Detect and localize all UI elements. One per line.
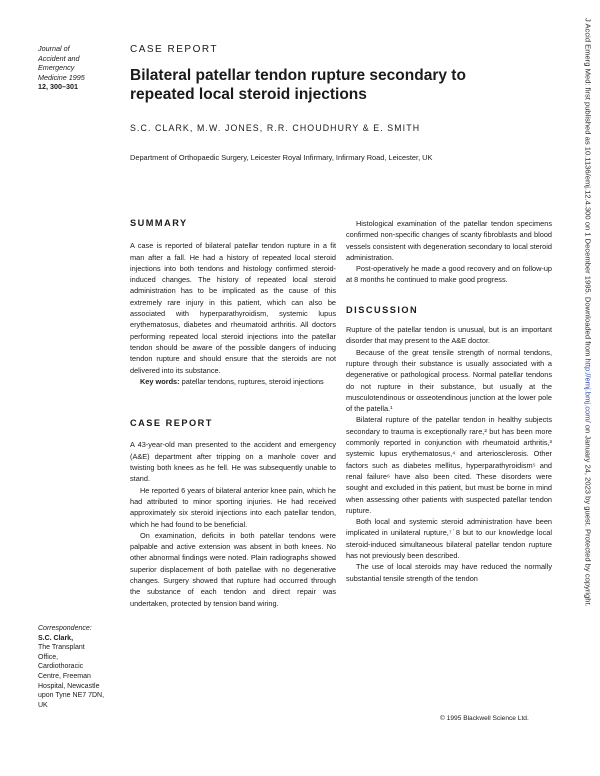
correspondence-address-line: Cardiothoracic: [38, 663, 84, 671]
correspondence-address-line: Hospital, Newcastle: [38, 682, 100, 690]
journal-site-link[interactable]: http://emj.bmj.com/: [583, 358, 593, 423]
discussion-heading: DISCUSSION: [346, 304, 419, 315]
case-report-heading: CASE REPORT: [130, 418, 213, 429]
keywords-label: Key words:: [140, 376, 180, 386]
correspondence-address-line: Office,: [38, 653, 59, 661]
discussion-paragraph: The use of local steroids may have reduced the normally substantial tensile strength of the tendon: [346, 562, 552, 583]
correspondence-address-line: The Transplant: [38, 644, 85, 652]
discussion-paragraph: Rupture of the patellar tendon is unusual, but is an important disorder that may present to the A&E doctor.: [346, 325, 552, 346]
article-affiliation: Department of Orthopaedic Surgery, Leicester Royal Infirmary, Infirmary Road, Leicester, UK: [130, 153, 433, 162]
article-authors: S.C. CLARK, M.W. JONES, R.R. CHOUDHURY & E. SMITH: [130, 123, 421, 133]
sidebar-text: J Accid Emerg Med: first published as 10.1136/emj.12.4.300 on 1 December 1995. Downloaded from: [583, 18, 593, 359]
journal-name-line: Medicine 1995: [38, 72, 85, 82]
case-paragraph: A 43-year-old man presented to the accident and emergency (A&E) department after tripping on a manhole cover and twisting both knees as he fell. He was subsequently unable to stand.: [130, 440, 336, 484]
summary-heading: SUMMARY: [130, 218, 188, 228]
discussion-paragraph: Because of the great tensile strength of normal tendons, rupture through their substance is usually associated with a degenerative or pathological process. Normal patellar tendons do not rupture in their substance, but usually at the musculotendinous or osseotendinous junction at the lower pole of the patella.¹: [346, 347, 552, 414]
journal-name-line: Emergency: [38, 63, 75, 73]
sidebar-text: on January 24, 2023 by guest. Protected by copyright.: [583, 422, 593, 607]
journal-name-line: Accident and: [38, 53, 80, 63]
summary-text: A case is reported of bilateral patellar tendon rupture in a fit man after a fall. He had a history of repeated local steroid injections into both tendons and histology confirmed steroid-induced changes. The history of repeated local steroid administration has to be implicated as the cause of this extremely rare injury in this patient, which can also be associated with hyperparathyroidism, systemic lupus erythematosus, diabetes and rheumatoid arthritis. All doctors performing repeated local steroid injections into the patellar tendon should be aware of the possible dangers of inducing tendon rupture and should ensure that the steroids are not delivered into its substance.: [130, 241, 336, 375]
discussion-paragraph: Bilateral rupture of the patellar tendon in healthy subjects secondary to trauma is exceptionally rare,² but has been more commonly reported in conjunction with rheumatoid arthritis,³ systemic lupus erythematosus,⁴ and arteriosclerosis. Other factors such as diabetes mellitus, hyperparathyroidism⁵ and renal failure⁶ have also been cited. These disorders were sought and excluded in this patient, but must be borne in mind when assessing other patients with suspected patellar tendon rupture.: [346, 415, 552, 515]
case-paragraph: He reported 6 years of bilateral anterior knee pain, which he had attributed to minor sporting injuries. He had received approximately six steroid injections into each patellar tendon, which he had found to be beneficial.: [130, 485, 336, 529]
journal-name-line: Journal of: [38, 44, 70, 53]
correspondence-address-line: UK: [38, 701, 48, 709]
correspondence-name: S.C. Clark,: [38, 634, 74, 642]
correspondence-address-line: upon Tyne NE7 7DN,: [38, 692, 105, 700]
keywords-line: [130, 376, 336, 387]
download-sidebar: [584, 18, 592, 607]
correspondence-label: Correspondence:: [38, 625, 92, 632]
left-column: [130, 218, 336, 609]
case-paragraph: On examination, deficits in both patellar tendons were palpable and active extension was absent in both knees. No other abnormal findings were noted. Plain radiographs showed superior displacement of both patellae with no degenerative changes. Surgery showed that rupture had occurred through the substance of each tendon and direct repair was undertaken, protected by tension band wiring.: [130, 530, 336, 608]
histology-paragraph: Histological examination of the patellar tendon specimens confirmed non-specific changes of scanty fibroblasts and blood vessels consistent with degeneration secondary to local steroid administration.: [346, 219, 552, 262]
article-title: Bilateral patellar tendon rupture secondary to repeated local steroid injections: [130, 67, 466, 103]
discussion-paragraph: Both local and systemic steroid administration have been implicated in unilateral rupture,⁷˙8 but to our knowledge local steroid-induced simultaneous bilateral patellar tendon rupture has not previously been described.: [346, 517, 552, 561]
followup-paragraph: Post-operatively he made a good recovery and on follow-up at 8 months he continued to make good progress.: [346, 264, 552, 285]
journal-citation: [38, 44, 118, 92]
keywords-text: patellar tendons, ruptures, steroid injections: [181, 376, 324, 386]
copyright-notice: © 1995 Blackwell Science Ltd.: [440, 715, 529, 722]
right-column: [346, 218, 552, 584]
article-type: CASE REPORT: [130, 44, 218, 55]
journal-volume-pages: 12, 300–301: [38, 82, 78, 92]
correspondence-block: [38, 624, 122, 710]
correspondence-address-line: Centre, Freeman: [38, 672, 91, 680]
